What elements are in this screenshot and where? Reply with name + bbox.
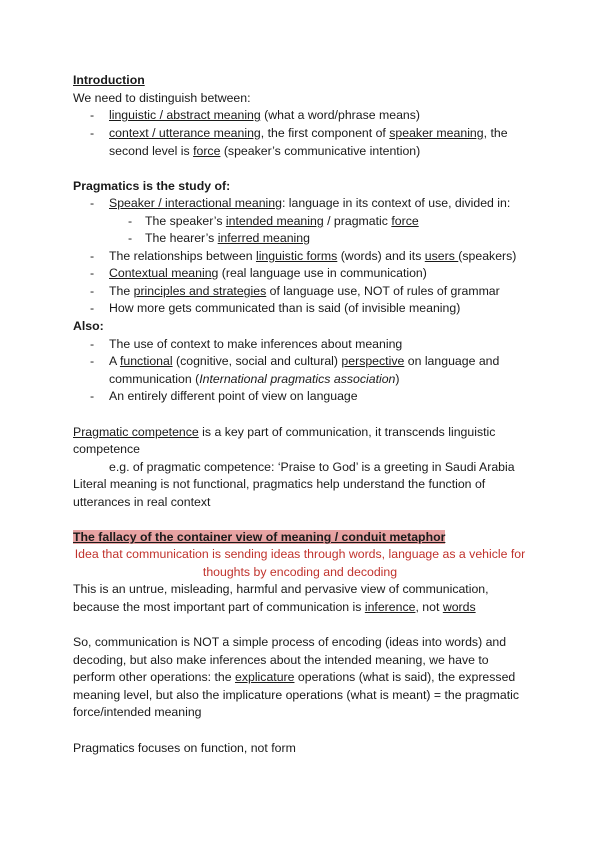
paragraph-line: competence <box>73 442 140 456</box>
paragraph-line: Pragmatic competence is a key part of communication, it transcends linguistic <box>73 425 496 439</box>
intro-heading: Introduction <box>73 73 145 87</box>
sub-list-item: - The hearer’s inferred meaning <box>128 231 310 245</box>
list-item: - The relationships between linguistic forms (words) and its users (speakers) <box>90 249 517 263</box>
list-item: - The use of context to make inferences about meaning <box>90 337 403 351</box>
list-item: - linguistic / abstract meaning (what a word/phrase means) <box>90 108 420 122</box>
list-item: - An entirely different point of view on language <box>90 389 358 403</box>
red-note-line: Idea that communication is sending ideas through words, language as a vehicle for <box>74 547 526 561</box>
list-item: - How more gets communicated than is said (of invisible meaning) <box>90 301 461 315</box>
paragraph-line: perform other operations: the explicature operations (what is said), the expressed <box>73 670 516 684</box>
bullet-dash: - <box>90 126 95 140</box>
paragraph-line: meaning level, but also the implicature operations (what is meant) = the pragmatic <box>73 688 519 702</box>
list-item: - A functional (cognitive, social and cultural) perspective on language and <box>90 354 500 368</box>
list-item: - Speaker / interactional meaning: language in its context of use, divided in: <box>90 196 511 210</box>
list-item: - context / utterance meaning, the first component of speaker meaning, the <box>90 126 508 140</box>
example-line: e.g. of pragmatic competence: ‘Praise to God’ is a greeting in Saudi Arabia <box>109 460 515 474</box>
pragmatics-heading: Pragmatics is the study of: <box>73 179 231 193</box>
paragraph-line: Literal meaning is not functional, pragmatics help understand the function of <box>73 477 486 491</box>
bullet-dash: - <box>90 108 95 122</box>
list-item-continuation: second level is force (speaker’s communicative intention) <box>109 144 421 158</box>
paragraph-line: because the most important part of communication is inference, not words <box>73 600 476 614</box>
list-item-continuation: communication (International pragmatics association) <box>109 372 400 386</box>
also-heading: Also: <box>73 319 104 333</box>
paragraph-line: So, communication is NOT a simple process of encoding (ideas into words) and <box>73 635 507 649</box>
list-item: - The principles and strategies of language use, NOT of rules of grammar <box>90 284 500 298</box>
paragraph-line: This is an untrue, misleading, harmful and pervasive view of communication, <box>73 582 489 596</box>
sub-list-item: - The speaker’s intended meaning / pragmatic force <box>128 214 419 228</box>
list-item: - Contextual meaning (real language use in communication) <box>90 266 427 280</box>
closing-line: Pragmatics focuses on function, not form <box>73 741 296 755</box>
paragraph-line: utterances in real context <box>73 495 211 509</box>
intro-lead: We need to distinguish between: <box>73 91 251 105</box>
paragraph-line: force/intended meaning <box>73 705 202 719</box>
paragraph-line: decoding, but also make inferences about the intended meaning, we have to <box>73 653 489 667</box>
red-note-line: thoughts by encoding and decoding <box>202 565 398 579</box>
fallacy-heading: The fallacy of the container view of meaning / conduit metaphor <box>73 530 446 544</box>
